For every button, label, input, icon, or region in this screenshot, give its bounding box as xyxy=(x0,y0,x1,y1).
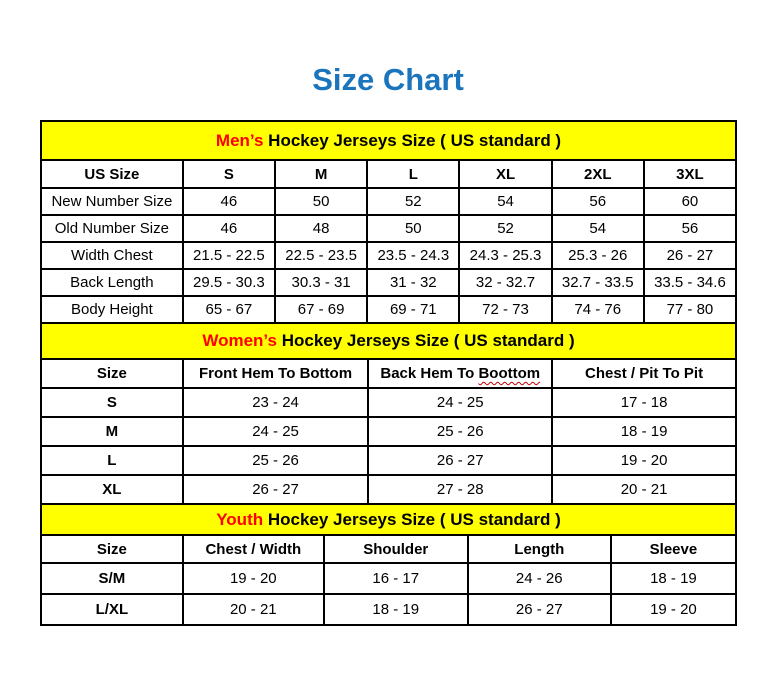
mens-title-rest: Hockey Jerseys Size ( US standard ) xyxy=(263,130,562,150)
mens-header-row xyxy=(41,160,736,188)
misspelled-word-underline: Boottom xyxy=(478,365,541,382)
youth-cell: 19 - 20 xyxy=(183,563,324,594)
mens-cell: 69 - 71 xyxy=(367,296,459,323)
womens-cell: 23 - 24 xyxy=(183,388,369,417)
womens-cell: 25 - 26 xyxy=(183,446,369,475)
youth-header-cell: Shoulder xyxy=(324,535,468,563)
mens-cell: 56 xyxy=(552,188,644,215)
womens-title-rest: Hockey Jerseys Size ( US standard ) xyxy=(276,331,575,350)
youth-row-label: S/M xyxy=(41,563,183,594)
womens-cell: 26 - 27 xyxy=(183,475,369,504)
womens-cell: 24 - 25 xyxy=(368,388,552,417)
table-row xyxy=(41,446,736,475)
table-row xyxy=(41,188,736,215)
mens-header-cell: XL xyxy=(459,160,551,188)
table-row xyxy=(41,296,736,323)
youth-header-cell: Size xyxy=(41,535,183,563)
table-row xyxy=(41,269,736,296)
mens-table-title xyxy=(41,121,736,160)
youth-header-row xyxy=(41,535,736,563)
mens-row-label: New Number Size xyxy=(41,188,183,215)
womens-header-cell xyxy=(368,359,552,388)
mens-header-cell: S xyxy=(183,160,275,188)
womens-header-cell: Front Hem To Bottom xyxy=(183,359,369,388)
mens-cell: 26 - 27 xyxy=(644,242,736,269)
mens-cell: 21.5 - 22.5 xyxy=(183,242,275,269)
mens-cell: 74 - 76 xyxy=(552,296,644,323)
mens-header-cell: 3XL xyxy=(644,160,736,188)
mens-header-cell: US Size xyxy=(41,160,183,188)
mens-cell: 50 xyxy=(275,188,367,215)
womens-table-title xyxy=(41,323,736,359)
youth-cell: 18 - 19 xyxy=(324,594,468,625)
youth-cell: 20 - 21 xyxy=(183,594,324,625)
youth-table-title xyxy=(41,504,736,535)
page-title: Size Chart xyxy=(312,62,464,97)
mens-cell: 48 xyxy=(275,215,367,242)
mens-cell: 67 - 69 xyxy=(275,296,367,323)
womens-header-row xyxy=(41,359,736,388)
mens-size-table xyxy=(40,120,737,324)
youth-size-table xyxy=(40,503,737,626)
youth-header-cell: Sleeve xyxy=(611,535,736,563)
mens-row-label: Old Number Size xyxy=(41,215,183,242)
womens-row-label: L xyxy=(41,446,183,475)
mens-cell: 46 xyxy=(183,215,275,242)
mens-cell: 72 - 73 xyxy=(459,296,551,323)
womens-table-title-row xyxy=(41,323,736,359)
table-row xyxy=(41,242,736,269)
mens-cell: 30.3 - 31 xyxy=(275,269,367,296)
table-row xyxy=(41,417,736,446)
youth-header-cell: Chest / Width xyxy=(183,535,324,563)
mens-cell: 46 xyxy=(183,188,275,215)
mens-cell: 54 xyxy=(459,188,551,215)
womens-cell: 25 - 26 xyxy=(368,417,552,446)
mens-cell: 22.5 - 23.5 xyxy=(275,242,367,269)
womens-title-accent: Women’s xyxy=(202,331,277,350)
womens-header-back-hem-prefix: Back Hem To xyxy=(380,365,479,382)
mens-cell: 65 - 67 xyxy=(183,296,275,323)
mens-cell: 52 xyxy=(367,188,459,215)
mens-header-cell: M xyxy=(275,160,367,188)
mens-cell: 32.7 - 33.5 xyxy=(552,269,644,296)
mens-cell: 33.5 - 34.6 xyxy=(644,269,736,296)
womens-cell: 20 - 21 xyxy=(552,475,736,504)
womens-cell: 17 - 18 xyxy=(552,388,736,417)
youth-cell: 18 - 19 xyxy=(611,563,736,594)
youth-header-cell: Length xyxy=(468,535,611,563)
table-row xyxy=(41,388,736,417)
mens-cell: 56 xyxy=(644,215,736,242)
mens-table-title-row xyxy=(41,121,736,160)
mens-cell: 24.3 - 25.3 xyxy=(459,242,551,269)
mens-cell: 50 xyxy=(367,215,459,242)
youth-cell: 24 - 26 xyxy=(468,563,611,594)
mens-cell: 29.5 - 30.3 xyxy=(183,269,275,296)
womens-row-label: XL xyxy=(41,475,183,504)
womens-header-cell: Size xyxy=(41,359,183,388)
womens-row-label: S xyxy=(41,388,183,417)
womens-size-table xyxy=(40,322,737,505)
table-row xyxy=(41,215,736,242)
womens-header-cell: Chest / Pit To Pit xyxy=(552,359,736,388)
womens-cell: 27 - 28 xyxy=(368,475,552,504)
mens-header-cell: L xyxy=(367,160,459,188)
table-row xyxy=(41,475,736,504)
youth-cell: 19 - 20 xyxy=(611,594,736,625)
mens-cell: 23.5 - 24.3 xyxy=(367,242,459,269)
mens-cell: 25.3 - 26 xyxy=(552,242,644,269)
mens-row-label: Back Length xyxy=(41,269,183,296)
mens-cell: 77 - 80 xyxy=(644,296,736,323)
womens-cell: 18 - 19 xyxy=(552,417,736,446)
size-tables-stack xyxy=(40,120,737,626)
mens-row-label: Body Height xyxy=(41,296,183,323)
youth-cell: 26 - 27 xyxy=(468,594,611,625)
youth-title-accent: Youth xyxy=(216,509,264,529)
mens-cell: 52 xyxy=(459,215,551,242)
youth-row-label: L/XL xyxy=(41,594,183,625)
mens-cell: 32 - 32.7 xyxy=(459,269,551,296)
womens-cell: 26 - 27 xyxy=(368,446,552,475)
womens-cell: 24 - 25 xyxy=(183,417,369,446)
mens-header-cell: 2XL xyxy=(552,160,644,188)
youth-cell: 16 - 17 xyxy=(324,563,468,594)
table-row xyxy=(41,594,736,625)
mens-cell: 54 xyxy=(552,215,644,242)
mens-title-accent: Men’s xyxy=(215,130,264,150)
table-row xyxy=(41,563,736,594)
mens-cell: 31 - 32 xyxy=(367,269,459,296)
mens-row-label: Width Chest xyxy=(41,242,183,269)
womens-cell: 19 - 20 xyxy=(552,446,736,475)
mens-cell: 60 xyxy=(644,188,736,215)
womens-row-label: M xyxy=(41,417,183,446)
youth-table-title-row xyxy=(41,504,736,535)
youth-title-rest: Hockey Jerseys Size ( US standard ) xyxy=(263,509,561,529)
